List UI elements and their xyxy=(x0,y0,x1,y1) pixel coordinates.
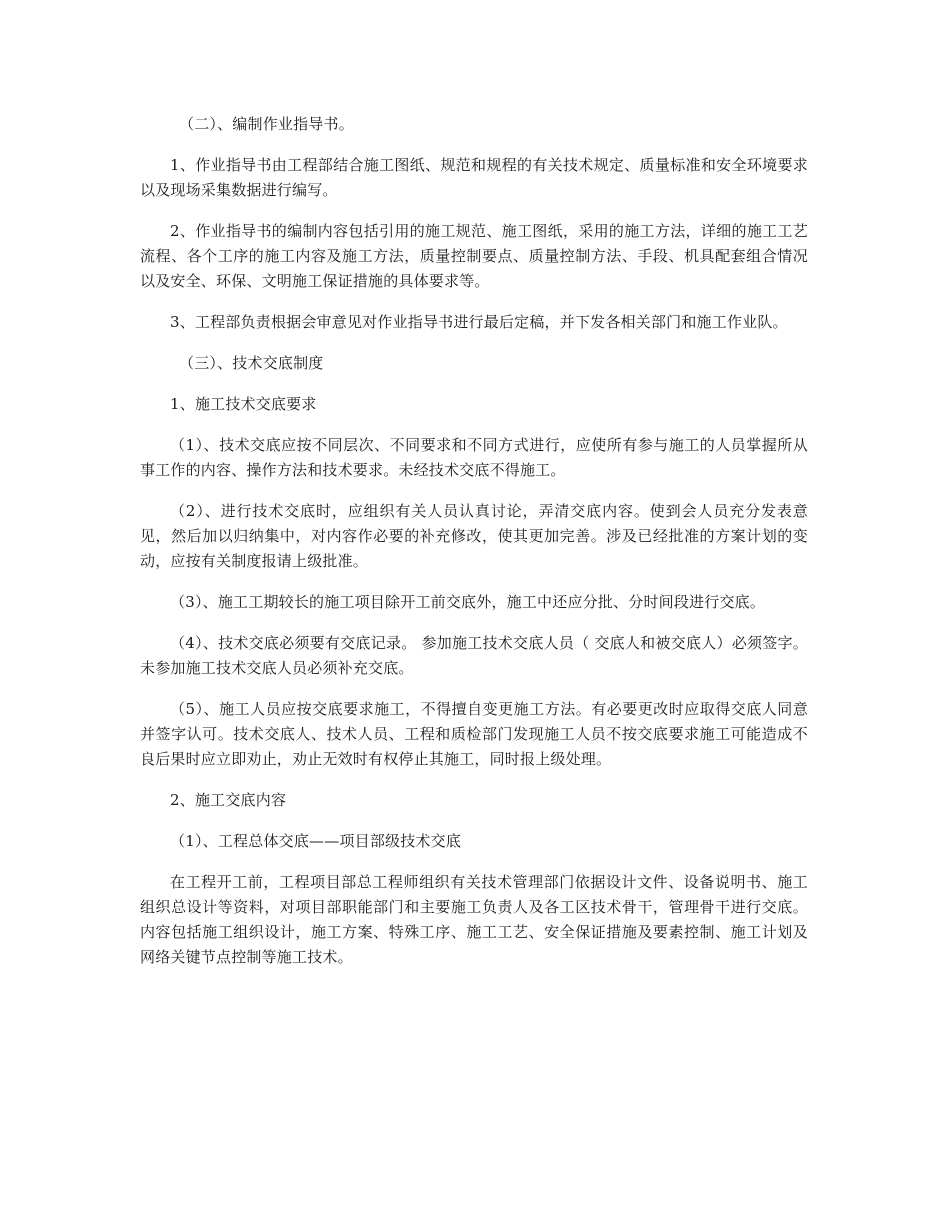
section-heading-2: （二）、编制作业指导书。 xyxy=(179,115,354,133)
requirement-5: （5）、施工人员应按交底要求施工，不得擅自变更施工方法。有必要更改时应取得交底人同意并签字认可。技术交底人、技术人员、工程和质检部门发现施工人员不按交底要求施工可能造成不良后果时应立即劝止，劝止无效时有权停止其施工，同时报上级处理。 xyxy=(140,700,808,768)
paragraph-1: 1、作业指导书由工程部结合施工图纸、规范和规程的有关技术规定、质量标准和安全环境要求以及现场采集数据进行编写。 xyxy=(140,156,808,199)
requirement-3: （3）、施工工期较长的施工项目除开工前交底外，施工中还应分批、分时间段进行交底。 xyxy=(170,593,766,611)
section-heading-3: （三）、技术交底制度 xyxy=(179,354,324,372)
document-page xyxy=(140,112,808,986)
content-item-1: （1）、工程总体交底——项目部级技术交底 xyxy=(170,832,462,850)
requirement-4: （4）、技术交底必须要有交底记录。 参加施工技术交底人员（ 交底人和被交底人）必须签字。未参加施工技术交底人员必须补充交底。 xyxy=(140,634,808,677)
paragraph-3: 3、工程部负责根据会审意见对作业指导书进行最后定稿，并下发各相关部门和施工作业队。 xyxy=(170,313,788,331)
paragraph-2: 2、作业指导书的编制内容包括引用的施工规范、施工图纸，采用的施工方法，详细的施工工艺流程、各个工序的施工内容及施工方法，质量控制要点、质量控制方法、手段、机具配套组合情况以及安全、环保、文明施工保证措施的具体要求等。 xyxy=(140,222,808,290)
requirement-1: （1）、技术交底应按不同层次、不同要求和不同方式进行，应使所有参与施工的人员掌握所从事工作的内容、操作方法和技术要求。未经技术交底不得施工。 xyxy=(140,436,808,479)
subheading-2: 2、施工交底内容 xyxy=(170,791,287,809)
subheading-1: 1、施工技术交底要求 xyxy=(170,395,317,413)
requirement-2: （2）、进行技术交底时，应组织有关人员认真讨论，弄清交底内容。使到会人员充分发表意见，然后加以归纳集中，对内容作必要的补充修改，使其更加完善。涉及已经批准的方案计划的变动，应按有关制度报请上级批准。 xyxy=(140,502,808,570)
content-item-1-body: 在工程开工前，工程项目部总工程师组织有关技术管理部门依据设计文件、设备说明书、施工组织总设计等资料，对项目部职能部门和主要施工负责人及各工区技术骨干，管理骨干进行交底。内容包括施工组织设计，施工方案、特殊工序、施工工艺、安全保证措施及要素控制、施工计划及网络关键节点控制等施工技术。 xyxy=(140,873,808,966)
